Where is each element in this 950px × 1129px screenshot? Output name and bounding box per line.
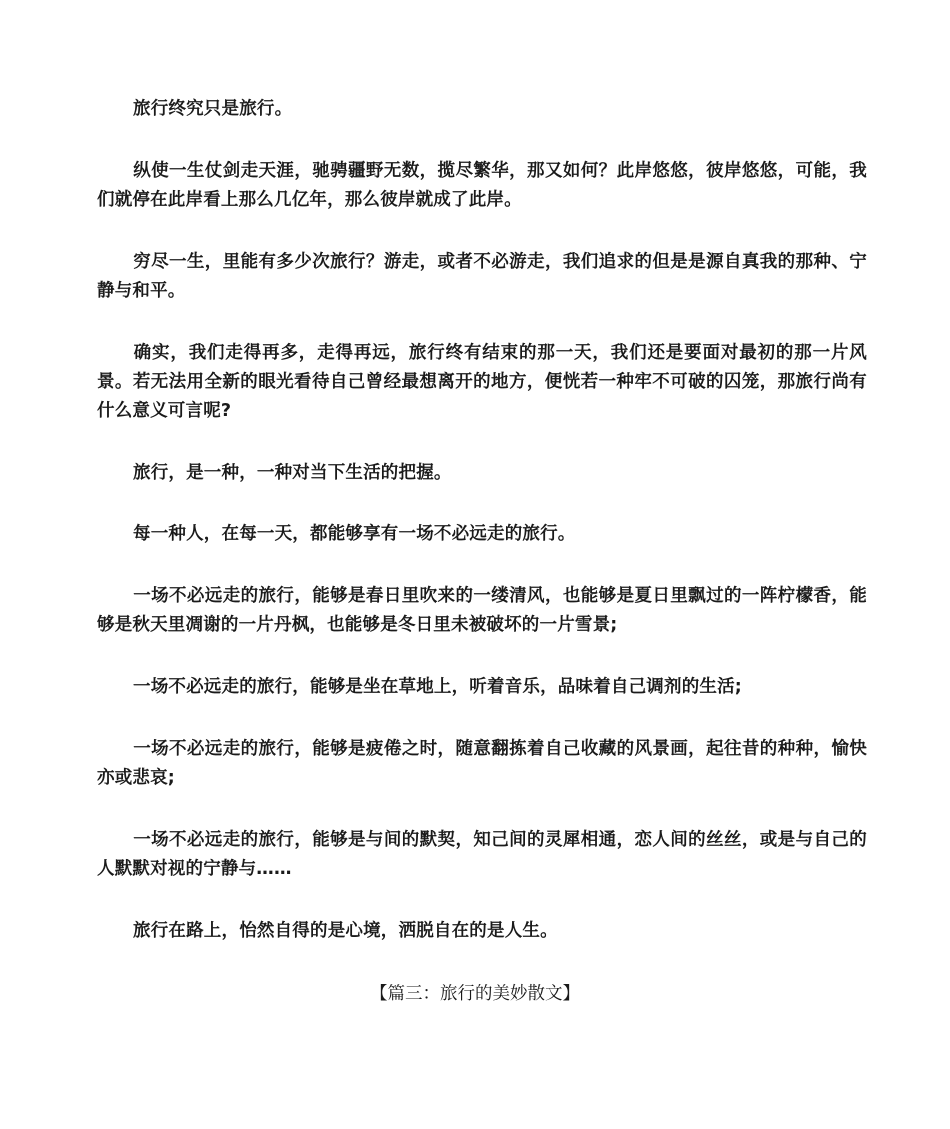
- paragraph-text: 穷尽一生，里能有多少次旅行？游走，或者不必游走，我们追求的但是是源自真我的那种、宁静与和平。: [97, 252, 867, 301]
- paragraph-8: [97, 673, 867, 702]
- paragraph-5: [97, 459, 867, 488]
- paragraph-text: 确实，我们走得再多，走得再远，旅行终有结束的那一天，我们还是要面对最初的那一片风景。若无法用全新的眼光看待自己曾经最想离开的地方，便恍若一种牢不可破的囚笼，那旅行尚有什么意义可言呢?: [97, 343, 867, 421]
- paragraph-text: 旅行在路上，怡然自得的是心境，洒脱自在的是人生。: [133, 921, 558, 941]
- paragraph-2: [97, 157, 867, 215]
- paragraph-7: [97, 582, 867, 640]
- paragraph-text: 一场不必远走的旅行，能够是春日里吹来的一缕清风，也能够是夏日里飘过的一阵柠檬香，能够是秋天里凋谢的一片丹枫，也能够是冬日里未被破坏的一片雪景;: [97, 586, 867, 635]
- paragraph-1: [97, 95, 867, 124]
- paragraph-text: 每一种人，在每一天，都能够享有一场不必远走的旅行。: [133, 524, 576, 544]
- paragraph-6: [97, 520, 867, 549]
- paragraph-text: 一场不必远走的旅行，能够是与间的默契，知己间的灵犀相通，恋人间的丝丝，或是与自己的人默默对视的宁静与……: [97, 830, 867, 879]
- paragraph-3: [97, 248, 867, 306]
- paragraph-text: 纵使一生仗剑走天涯，驰骋疆野无数，揽尽繁华，那又如何？此岸悠悠，彼岸悠悠，可能，我们就停在此岸看上那么几亿年，那么彼岸就成了此岸。: [97, 161, 867, 210]
- paragraph-text: 旅行，是一种，一种对当下生活的把握。: [133, 463, 452, 483]
- paragraph-4: [97, 339, 867, 426]
- paragraph-text: 旅行终究只是旅行。: [133, 99, 293, 119]
- paragraph-11: [97, 917, 867, 946]
- paragraph-text: 一场不必远走的旅行，能够是疲倦之时，随意翻拣着自己收藏的风景画，起往昔的种种，愉快亦或悲哀;: [97, 739, 867, 788]
- paragraph-9: [97, 735, 867, 793]
- paragraph-text: 一场不必远走的旅行，能够是坐在草地上，听着音乐，品味着自己调剂的生活;: [133, 677, 742, 697]
- paragraph-10: [97, 826, 867, 884]
- section-heading: 【篇三：旅行的美妙散文】: [370, 984, 580, 1004]
